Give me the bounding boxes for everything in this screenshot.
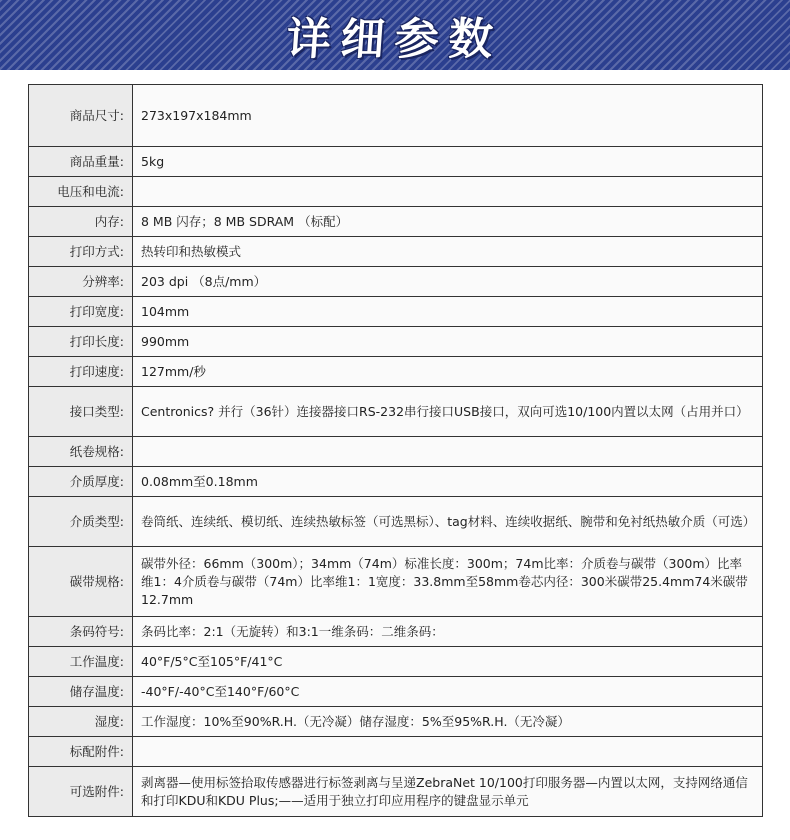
table-row — [29, 357, 763, 387]
spec-value — [133, 737, 763, 767]
table-row — [29, 297, 763, 327]
spec-value: 5kg — [133, 147, 763, 177]
spec-label: 内存: — [29, 207, 133, 237]
spec-label: 打印宽度: — [29, 297, 133, 327]
spec-label: 纸卷规格: — [29, 437, 133, 467]
table-row — [29, 387, 763, 437]
spec-value: 990mm — [133, 327, 763, 357]
header-banner — [0, 0, 790, 70]
spec-value: 203 dpi （8点/mm） — [133, 267, 763, 297]
table-row — [29, 767, 763, 817]
table-row — [29, 467, 763, 497]
spec-label: 标配附件: — [29, 737, 133, 767]
spec-value: 0.08mm至0.18mm — [133, 467, 763, 497]
spec-value — [133, 437, 763, 467]
table-row — [29, 85, 763, 147]
spec-label: 电压和电流: — [29, 177, 133, 207]
spec-value: 127mm/秒 — [133, 357, 763, 387]
spec-label: 打印长度: — [29, 327, 133, 357]
table-row — [29, 237, 763, 267]
spec-value: 104mm — [133, 297, 763, 327]
spec-table — [28, 84, 763, 817]
spec-value: 8 MB 闪存；8 MB SDRAM （标配） — [133, 207, 763, 237]
spec-label: 商品尺寸: — [29, 85, 133, 147]
table-row — [29, 547, 763, 617]
spec-label: 储存温度: — [29, 677, 133, 707]
spec-label: 接口类型: — [29, 387, 133, 437]
table-row — [29, 177, 763, 207]
spec-label: 工作温度: — [29, 647, 133, 677]
spec-label: 介质厚度: — [29, 467, 133, 497]
table-row — [29, 707, 763, 737]
spec-value: 碳带外径：66mm（300m）；34mm（74m）标准长度：300m；74m比率：介质卷与碳带（300m）比率维1：4介质卷与碳带（74m）比率维1：1宽度：33.8mm至58mm卷芯内径：300米碳带25.4mm74米碳带 12.7mm — [133, 547, 763, 617]
spec-label: 湿度: — [29, 707, 133, 737]
spec-label: 打印方式: — [29, 237, 133, 267]
table-row — [29, 207, 763, 237]
table-row — [29, 327, 763, 357]
spec-label: 介质类型: — [29, 497, 133, 547]
spec-value — [133, 177, 763, 207]
table-row — [29, 617, 763, 647]
spec-label: 商品重量: — [29, 147, 133, 177]
table-row — [29, 437, 763, 467]
spec-label: 可选附件: — [29, 767, 133, 817]
spec-value: 条码比率：2:1（无旋转）和3:1一维条码：二维条码： — [133, 617, 763, 647]
spec-value: -40°F/-40°C至140°F/60°C — [133, 677, 763, 707]
table-row — [29, 147, 763, 177]
table-row — [29, 737, 763, 767]
spec-label: 打印速度: — [29, 357, 133, 387]
table-row — [29, 497, 763, 547]
table-row — [29, 267, 763, 297]
spec-value: 273x197x184mm — [133, 85, 763, 147]
spec-value: 40°F/5°C至105°F/41°C — [133, 647, 763, 677]
page-title: 详细参数 — [284, 14, 505, 65]
table-row — [29, 647, 763, 677]
spec-label: 分辨率: — [29, 267, 133, 297]
spec-value: Centronics? 并行（36针）连接器接口RS-232串行接口USB接口，双向可选10/100内置以太网（占用并口） — [133, 387, 763, 437]
spec-label: 条码符号: — [29, 617, 133, 647]
spec-value: 剥离器—使用标签拾取传感器进行标签剥离与呈递ZebraNet 10/100打印服务器—内置以太网，支持网络通信和打印KDU和KDU Plus;——适用于独立打印应用程序的键盘显示单元 — [133, 767, 763, 817]
spec-value: 热转印和热敏模式 — [133, 237, 763, 267]
spec-label: 碳带规格: — [29, 547, 133, 617]
spec-value: 工作湿度：10%至90%R.H.（无冷凝）储存湿度：5%至95%R.H.（无冷凝） — [133, 707, 763, 737]
spec-value: 卷筒纸、连续纸、模切纸、连续热敏标签（可选黑标）、tag材料、连续收据纸、腕带和免衬纸热敏介质（可选） — [133, 497, 763, 547]
table-row — [29, 677, 763, 707]
